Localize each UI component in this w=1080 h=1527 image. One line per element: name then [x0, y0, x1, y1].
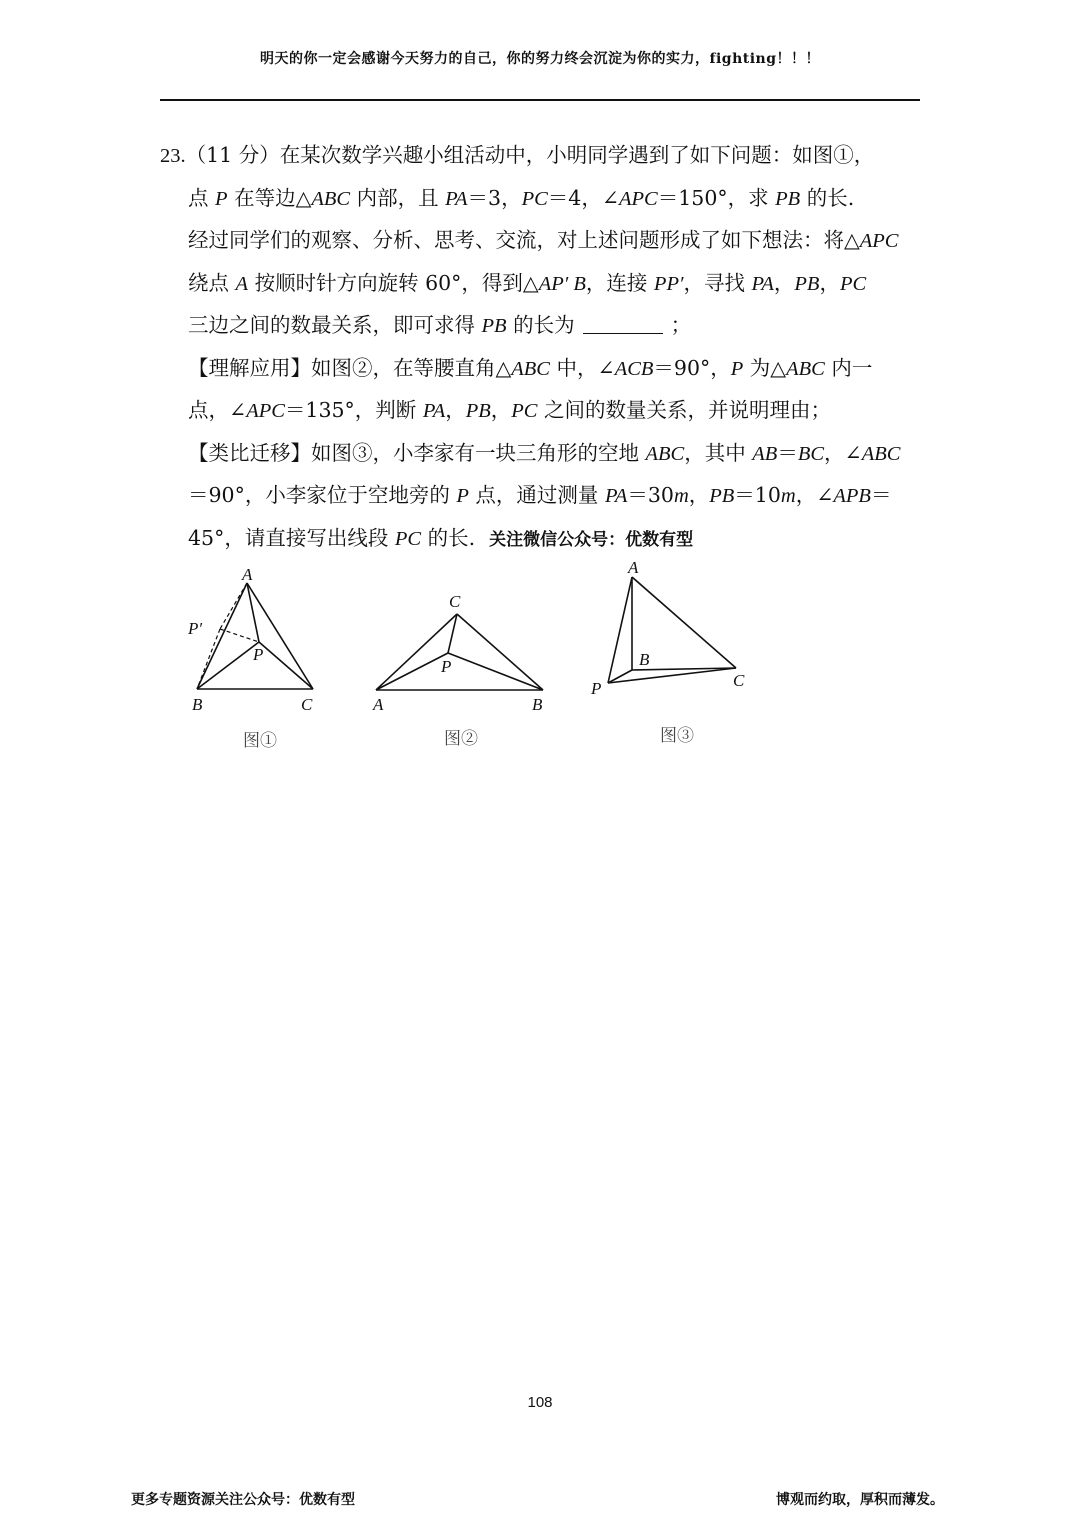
fig1-label-b: B [192, 695, 203, 714]
figure-1 [180, 560, 330, 724]
footer-right-motto: 博观而约取，厚积而薄发。 [776, 1492, 944, 1508]
fig1-label-a: A [242, 565, 253, 584]
figure-2-caption: 图② [444, 729, 478, 749]
fig2-seg-ap [376, 653, 448, 690]
wechat-note: 关注微信公众号：优数有型 [489, 529, 694, 550]
fig2-side-bc [457, 614, 543, 690]
problem-23 [160, 134, 922, 559]
problem-line-5: 三边之间的数最关系，即可求得 PB 的长为 ； [160, 304, 922, 347]
fig3-label-p: P [591, 679, 602, 698]
fig1-side-ab [197, 583, 247, 689]
fig1-dash-pp-prime [220, 629, 259, 642]
fig3-label-c: C [733, 671, 745, 690]
problem-number: 23. [160, 145, 186, 167]
figure-3 [585, 555, 755, 709]
problem-line-9: ＝90°，小李家位于空地旁的 P 点，通过测量 PA＝30m，PB＝10m，∠APB＝ [188, 483, 892, 507]
problem-line-8: 【类比迁移】如图③，小李家有一块三角形的空地 ABC，其中 AB＝BC，∠ABC [188, 440, 901, 465]
fig3-seg-pa [608, 577, 632, 683]
fig3-seg-pc [608, 668, 736, 683]
fig2-label-p: P [441, 657, 452, 676]
fig1-label-c: C [301, 695, 313, 714]
fig2-seg-bp [448, 653, 543, 690]
problem-line-2: 点 P 在等边△ABC 内部，且 PA＝3，PC＝4，∠APC＝150°，求 PB 的长. [188, 185, 855, 210]
answer-blank [583, 309, 663, 334]
problem-line-10: 45°，请直接写出线段 PC 的长. 关注微信公众号：优数有型 [188, 525, 694, 550]
fig2-label-a: A [373, 695, 384, 714]
fig1-side-ac [247, 583, 313, 689]
problem-line-6: 【理解应用】如图②，在等腰直角△ABC 中，∠ACB＝90°，P 为△ABC 内一 [188, 355, 873, 380]
fig2-label-b: B [532, 695, 543, 714]
problem-line-3: 经过同学们的观察、分析、思考、交流，对上述问题形成了如下想法：将△APC [188, 228, 899, 252]
figure-1-diagram [180, 560, 330, 720]
figure-1-caption: 图① [243, 731, 277, 751]
fig3-label-b: B [639, 650, 650, 669]
figure-3-caption: 图③ [660, 726, 694, 746]
figure-2-diagram [370, 590, 560, 720]
fig2-label-c: C [449, 592, 461, 611]
problem-line-4: 绕点 A 按顺时针方向旋转 60°，得到△AP′ B，连接 PP′，寻找 PA，PB，PC [188, 270, 867, 295]
fig1-seg-cp [259, 642, 313, 689]
fig2-seg-cp [448, 614, 457, 653]
footer-left-note: 更多专题资源关注公众号：优数有型 [131, 1492, 355, 1508]
page-number: 108 [527, 1394, 553, 1411]
fig1-dash-ap-prime [220, 583, 247, 629]
header-divider [160, 99, 920, 101]
figure-2 [370, 590, 560, 724]
figure-3-diagram [585, 555, 755, 705]
problem-line-1 [160, 134, 922, 177]
fig3-label-a: A [628, 558, 639, 577]
fig2-side-ac [376, 614, 457, 690]
problem-line-7: 点，∠APC＝135°，判断 PA，PB，PC 之间的数量关系，并说明理由； [188, 398, 831, 422]
fig1-label-p: P [253, 645, 264, 664]
fig1-label-p-prime: P′ [188, 619, 203, 638]
problem-intro-text: （11 分）在某次数学兴趣小组活动中，小明同学遇到了如下问题：如图①， [185, 143, 875, 167]
page-header-motto: 明天的你一定会感谢今天努力的自己，你的努力终会沉淀为你的实力，fighting！！！ [259, 51, 821, 67]
